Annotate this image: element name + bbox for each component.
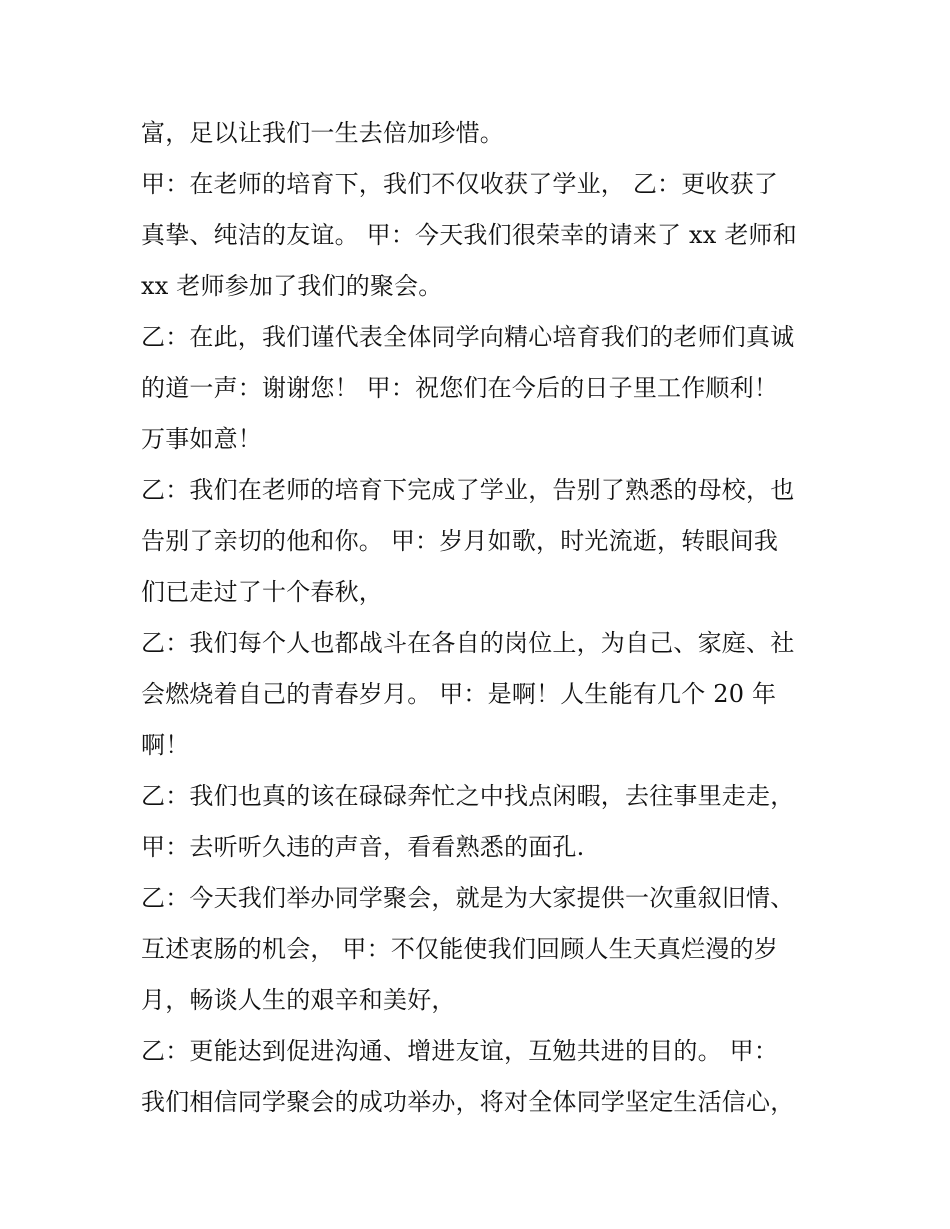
text-line: 乙：在此，我们谨代表全体同学向精心培育我们的老师们真诚 xyxy=(141,323,795,351)
text-line: 乙：我们每个人也都战斗在各自的岗位上，为自己、家庭、社 xyxy=(141,629,795,657)
text-line: 会燃烧着自己的青春岁月。 甲：是啊！人生能有几个 20 年 xyxy=(141,680,777,708)
document-body xyxy=(141,108,831,1128)
text-line: xx 老师参加了我们的聚会。 xyxy=(141,272,443,300)
text-line: 富，足以让我们一生去倍加珍惜。 xyxy=(141,119,504,147)
text-line: 真挚、纯洁的友谊。 甲：今天我们很荣幸的请来了 xx 老师和 xyxy=(141,221,797,249)
text-line: 告别了亲切的他和你。 甲：岁月如歌，时光流逝，转眼间我 xyxy=(141,527,779,555)
text-line: 啊！ xyxy=(141,731,190,759)
text-line: 的道一声：谢谢您！ 甲：祝您们在今后的日子里工作顺利！ xyxy=(141,374,779,402)
text-line: 们已走过了十个春秋， xyxy=(141,578,383,606)
text-line: 乙：我们也真的该在碌碌奔忙之中找点闲暇，去往事里走走， xyxy=(141,782,795,810)
text-line: 乙：更能达到促进沟通、增进友谊，互勉共进的目的。 甲： xyxy=(141,1037,779,1065)
text-line: 万事如意！ xyxy=(141,425,262,453)
text-line: 月，畅谈人生的艰辛和美好， xyxy=(141,986,456,1014)
text-line: 互述衷肠的机会， 甲：不仅能使我们回顾人生天真烂漫的岁 xyxy=(141,935,779,963)
text-line: 乙：我们在老师的培育下完成了学业，告别了熟悉的母校，也 xyxy=(141,476,795,504)
text-line: 甲：在老师的培育下，我们不仅收获了学业， 乙：更收获了 xyxy=(141,170,779,198)
text-line: 乙：今天我们举办同学聚会，就是为大家提供一次重叙旧情、 xyxy=(141,884,795,912)
text-line: 甲：去听听久违的声音，看看熟悉的面孔. xyxy=(141,833,585,861)
text-line: 我们相信同学聚会的成功举办，将对全体同学坚定生活信心， xyxy=(141,1088,795,1116)
